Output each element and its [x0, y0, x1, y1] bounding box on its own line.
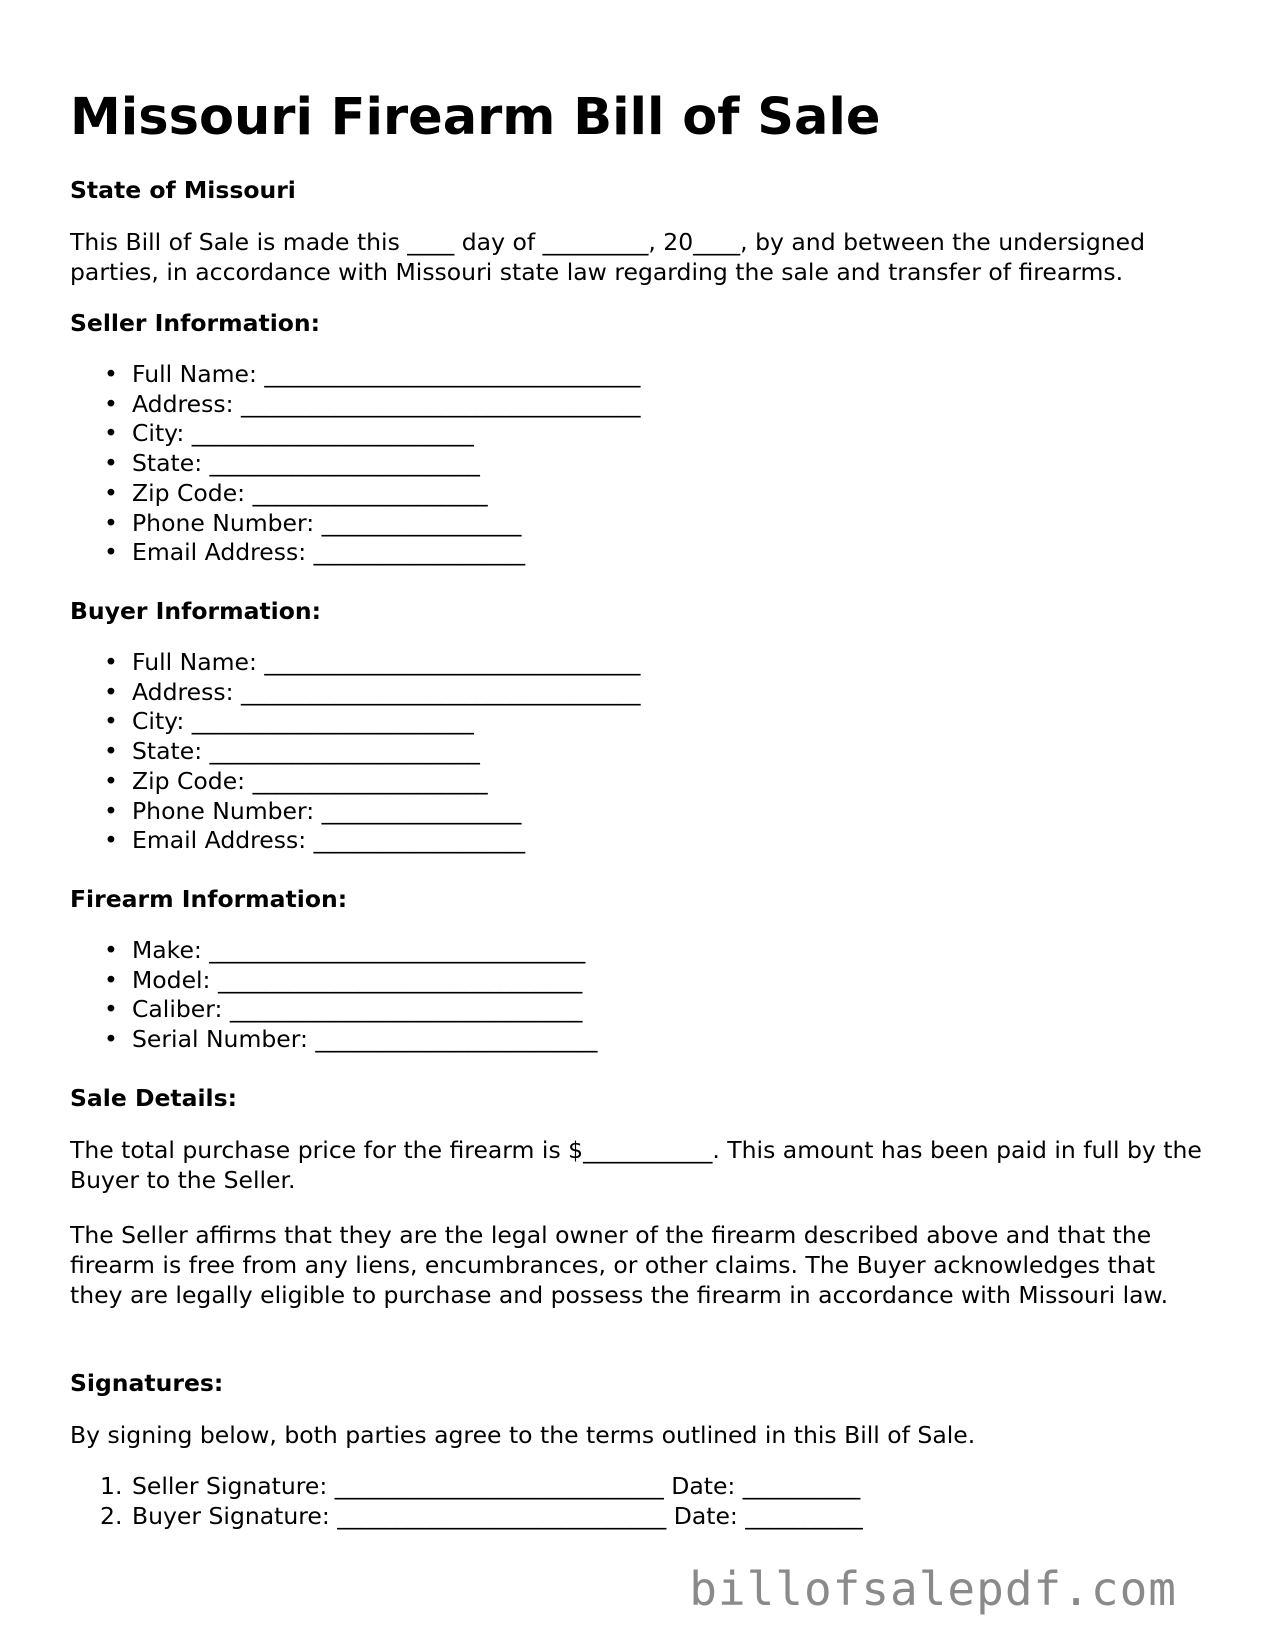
firearm-field-list — [70, 936, 597, 1055]
firearm-heading: Firearm Information: — [70, 885, 348, 913]
state-heading: State of Missouri — [70, 176, 296, 204]
sale-price-paragraph: The total purchase price for the firearm is $___________. This amount has been paid in full by the Buyer to the Seller. — [70, 1136, 1202, 1194]
buyer-field-email: • Email Address: __________________ — [104, 826, 526, 855]
seller-field-state: • State: _______________________ — [104, 449, 480, 478]
sale-affirm-paragraph: The Seller affirms that they are the legal owner of the firearm described above and that the firearm is free from any liens, encumbrances, or other claims. The Buyer acknowledges that they are legally eligible to purchase and possess the firearm in accordance with Missouri law. — [70, 1221, 1169, 1309]
seller-field-zip: • Zip Code: ____________________ — [104, 478, 488, 507]
buyer-field-state: • State: _______________________ — [104, 737, 480, 766]
firearm-field-serial: • Serial Number: ________________________ — [104, 1025, 598, 1054]
signatures-heading: Signatures: — [70, 1369, 224, 1397]
buyer-signature-line: 2. Buyer Signature: ____________________________ Date: __________ — [100, 1501, 863, 1530]
seller-signature-line: 1. Seller Signature: ____________________________ Date: __________ — [100, 1472, 861, 1500]
seller-field-email: • Email Address: __________________ — [104, 538, 526, 567]
firearm-field-model: • Model: _______________________________ — [104, 965, 583, 994]
firearm-field-make: • Make: ________________________________ — [104, 936, 586, 964]
buyer-field-address: • Address: __________________________________ — [104, 677, 641, 706]
seller-field-list — [70, 360, 640, 568]
buyer-heading: Buyer Information: — [70, 597, 322, 625]
buyer-field-phone: • Phone Number: _________________ — [104, 796, 522, 825]
buyer-field-full-name: • Full Name: ________________________________ — [104, 648, 641, 676]
seller-field-city: • City: ________________________ — [104, 419, 474, 448]
signatures-intro: By signing below, both parties agree to the terms outlined in this Bill of Sale. — [70, 1421, 976, 1449]
sale-heading: Sale Details: — [70, 1084, 237, 1112]
seller-field-address: • Address: __________________________________ — [104, 389, 641, 418]
seller-heading: Seller Information: — [70, 309, 321, 337]
buyer-field-zip: • Zip Code: ____________________ — [104, 766, 488, 795]
site-watermark: billofsalepdf.com — [689, 1562, 1177, 1616]
seller-field-full-name: • Full Name: ________________________________ — [104, 360, 641, 388]
intro-paragraph: This Bill of Sale is made this ____ day of _________, 20____, by and between the undersigned parties, in accordance with Missouri state law regarding the sale and transfer of firearms. — [70, 228, 1145, 286]
seller-field-phone: • Phone Number: _________________ — [104, 508, 522, 537]
document-title: Missouri Firearm Bill of Sale — [70, 88, 881, 147]
buyer-field-list — [70, 648, 640, 856]
buyer-field-city: • City: ________________________ — [104, 707, 474, 736]
firearm-field-caliber: • Caliber: ______________________________ — [104, 995, 583, 1024]
signature-list — [70, 1472, 863, 1531]
